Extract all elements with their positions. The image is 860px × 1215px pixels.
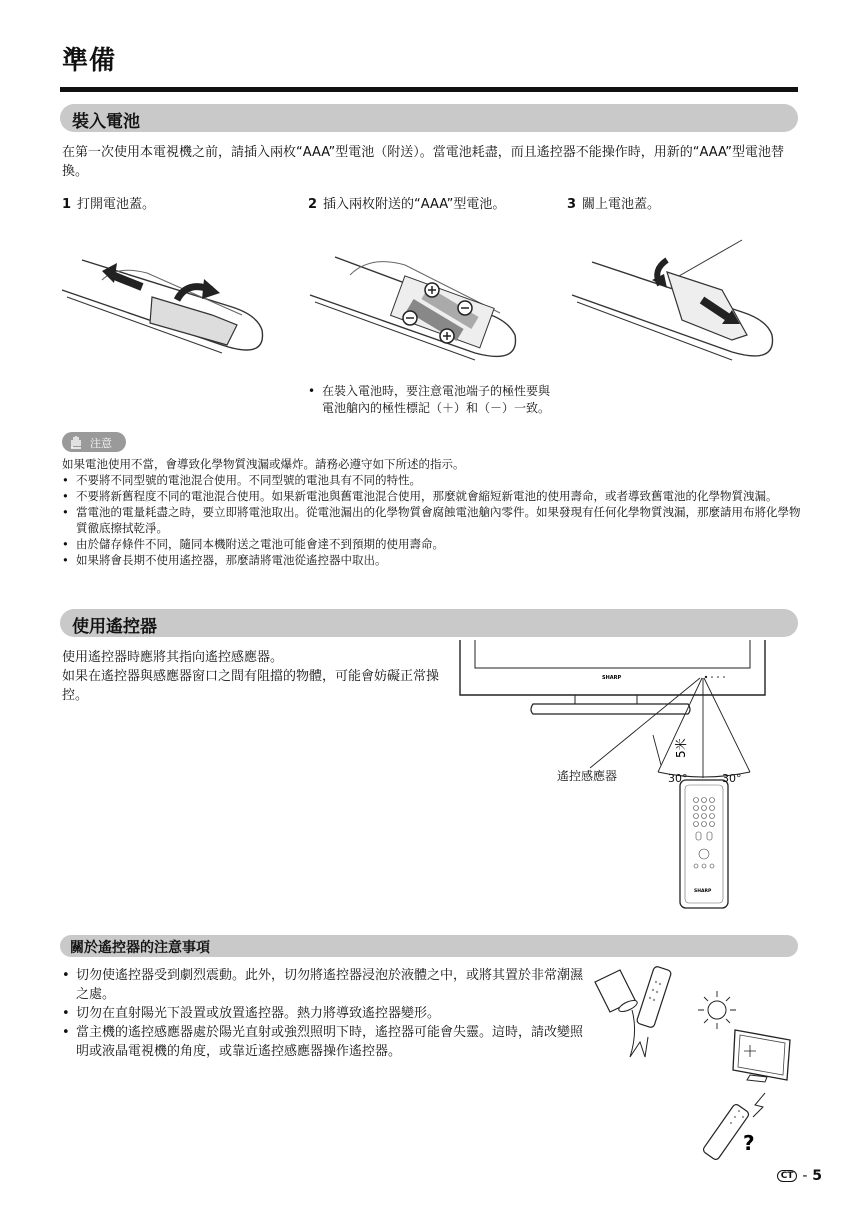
section-header-battery — [60, 104, 798, 132]
caution-item: • 不要將不同型號的電池混合使用。不同型號的電池具有不同的特性。 — [62, 472, 807, 488]
caution-lead: 如果電池使用不當，會導致化學物質洩漏或爆炸。請務必遵守如下所述的指示。 — [62, 457, 465, 471]
language-badge: CT — [777, 1170, 798, 1182]
close-cover-illustration — [572, 240, 782, 380]
tv-remote-diagram — [460, 640, 800, 915]
section-header-remote — [60, 609, 798, 637]
caution-text — [62, 456, 807, 568]
note-item: • 切勿使遙控器受到劇烈震動。此外，切勿將遙控器浸泡於液體之中，或將其置於非常潮濕之處。 — [62, 966, 592, 1004]
note-item: • 切勿在直射陽光下設置或放置遙控器。熱力將導致遙控器變形。 — [62, 1004, 592, 1023]
footer-separator: - — [802, 1168, 808, 1184]
step-number: 3 — [567, 197, 577, 212]
section-header-notes — [60, 935, 798, 957]
battery-intro: 在第一次使用本電視機之前，請插入兩枚“AAA”型電池（附送）。當電池耗盡，而且遙控器不能操作時，用新的“AAA”型電池替換。 — [62, 145, 785, 179]
tv-brand: SHARP — [602, 675, 622, 681]
caution-badge — [62, 432, 126, 452]
polarity-note — [308, 383, 558, 417]
page-number: 5 — [812, 1168, 822, 1184]
step-text: 打開電池蓋。 — [77, 197, 156, 212]
page-number-footer — [777, 1168, 822, 1184]
caution-item: • 如果將會長期不使用遙控器，那麼請將電池從遙控器中取出。 — [62, 552, 807, 568]
step-number: 2 — [308, 197, 318, 212]
remote-brand: SHARP — [694, 889, 712, 894]
section-heading: 關於遙控器的注意事項 — [70, 940, 210, 956]
note-item: • 當主機的遙控感應器處於陽光直射或強烈照明下時，遙控器可能會失靈。這時，請改變照明或液晶電視機的角度，或靠近遙控感應器操作遙控器。 — [62, 1023, 592, 1061]
caution-item: • 由於儲存條件不同，隨同本機附送之電池可能會達不到預期的使用壽命。 — [62, 536, 807, 552]
section-heading: 使用遙控器 — [72, 617, 157, 637]
notes-list — [62, 966, 592, 1061]
caution-item: • 不要將新舊程度不同的電池混合使用。如果新電池與舊電池混合使用，那麼就會縮短新電池的使用壽命，或者導致舊電池的化學物質洩漏。 — [62, 488, 807, 504]
insert-batteries-illustration — [310, 235, 530, 375]
bullet-item: • 在裝入電池時，要注意電池端子的極性要與電池艙內的極性標記（＋）和（－）一致。 — [308, 383, 558, 417]
hand-icon — [68, 434, 84, 453]
step-number: 1 — [62, 197, 72, 212]
page-title: 準備 — [62, 46, 117, 76]
caution-label: 注意 — [90, 437, 112, 450]
step-3 — [567, 193, 660, 212]
remote-line-2: 如果在遙控器與感應器窗口之間有阻擋的物體，可能會妨礙正常操控。 — [62, 669, 440, 703]
caution-item: • 當電池的電量耗盡之時，要立即將電池取出。從電池漏出的化學物質會腐蝕電池艙內零件。如果發現有任何化學物質洩漏，那麼請用布將化學物質徹底擦拭乾淨。 — [62, 504, 807, 536]
title-rule — [60, 87, 798, 92]
open-cover-illustration — [62, 235, 272, 375]
step-text: 插入兩枚附送的“AAA”型電池。 — [323, 197, 506, 212]
remote-instructions — [62, 648, 447, 705]
sun-icon — [698, 991, 736, 1029]
step-1 — [62, 193, 155, 212]
step-text: 關上電池蓋。 — [582, 197, 661, 212]
sensor-label: 遙控感應器 — [557, 769, 618, 783]
step-2 — [308, 193, 505, 212]
sunlight-tv-illustration — [695, 985, 805, 1165]
distance-label: 5米 — [674, 738, 688, 758]
question-icon: ? — [743, 1131, 755, 1155]
angle-right-label: 30° — [722, 772, 742, 785]
remote-line-1: 使用遙控器時應將其指向遙控感應器。 — [62, 650, 284, 665]
angle-left-label: 30° — [668, 772, 688, 785]
liquid-spill-illustration — [590, 962, 685, 1062]
section-heading: 裝入電池 — [72, 112, 140, 132]
